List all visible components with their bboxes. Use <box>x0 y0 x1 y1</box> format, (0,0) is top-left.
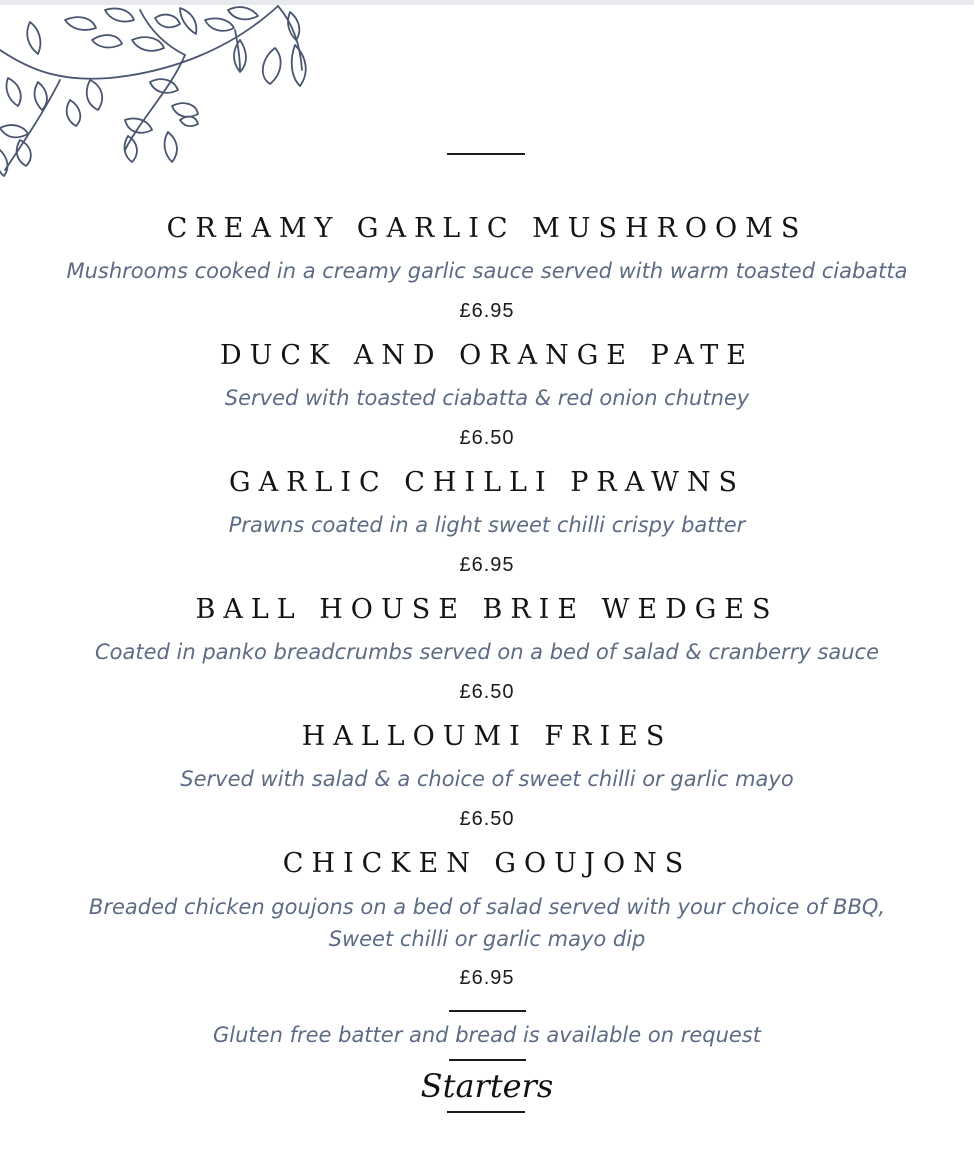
item-description: Prawns coated in a light sweet chilli crispy batter <box>228 513 746 537</box>
item-price: £6.95 <box>459 300 515 322</box>
item-price: £6.95 <box>459 554 515 576</box>
leaf-vine-icon <box>0 0 320 180</box>
item-price: £6.50 <box>459 808 515 830</box>
item-price: £6.50 <box>459 681 515 703</box>
item-description: Sweet chilli or garlic mayo dip <box>328 927 646 951</box>
top-divider <box>447 153 525 155</box>
item-name: CREAMY GARLIC MUSHROOMS <box>166 213 808 244</box>
item-price: £6.50 <box>459 427 515 449</box>
bottom-divider <box>447 1111 525 1113</box>
item-name: CHICKEN GOUJONS <box>282 848 692 879</box>
item-description: Coated in panko breadcrumbs served on a bed of salad & cranberry sauce <box>94 640 880 664</box>
item-description: Breaded chicken goujons on a bed of salad served with your choice of BBQ, <box>88 895 886 919</box>
item-name: BALL HOUSE BRIE WEDGES <box>195 594 779 625</box>
divider <box>449 1010 526 1012</box>
item-price: £6.95 <box>459 967 515 989</box>
item-description: Mushrooms cooked in a creamy garlic sauce served with warm toasted ciabatta <box>66 259 908 283</box>
item-description: Served with toasted ciabatta & red onion chutney <box>224 386 750 410</box>
gluten-free-note: Gluten free batter and bread is available on request <box>213 1023 761 1047</box>
item-name: GARLIC CHILLI PRAWNS <box>229 467 745 498</box>
item-name: DUCK AND ORANGE PATE <box>219 340 755 371</box>
section-title: Starters <box>420 1067 554 1105</box>
item-description: Served with salad & a choice of sweet chilli or garlic mayo <box>180 767 794 791</box>
divider <box>449 1059 526 1061</box>
item-name: HALLOUMI FRIES <box>301 721 673 752</box>
